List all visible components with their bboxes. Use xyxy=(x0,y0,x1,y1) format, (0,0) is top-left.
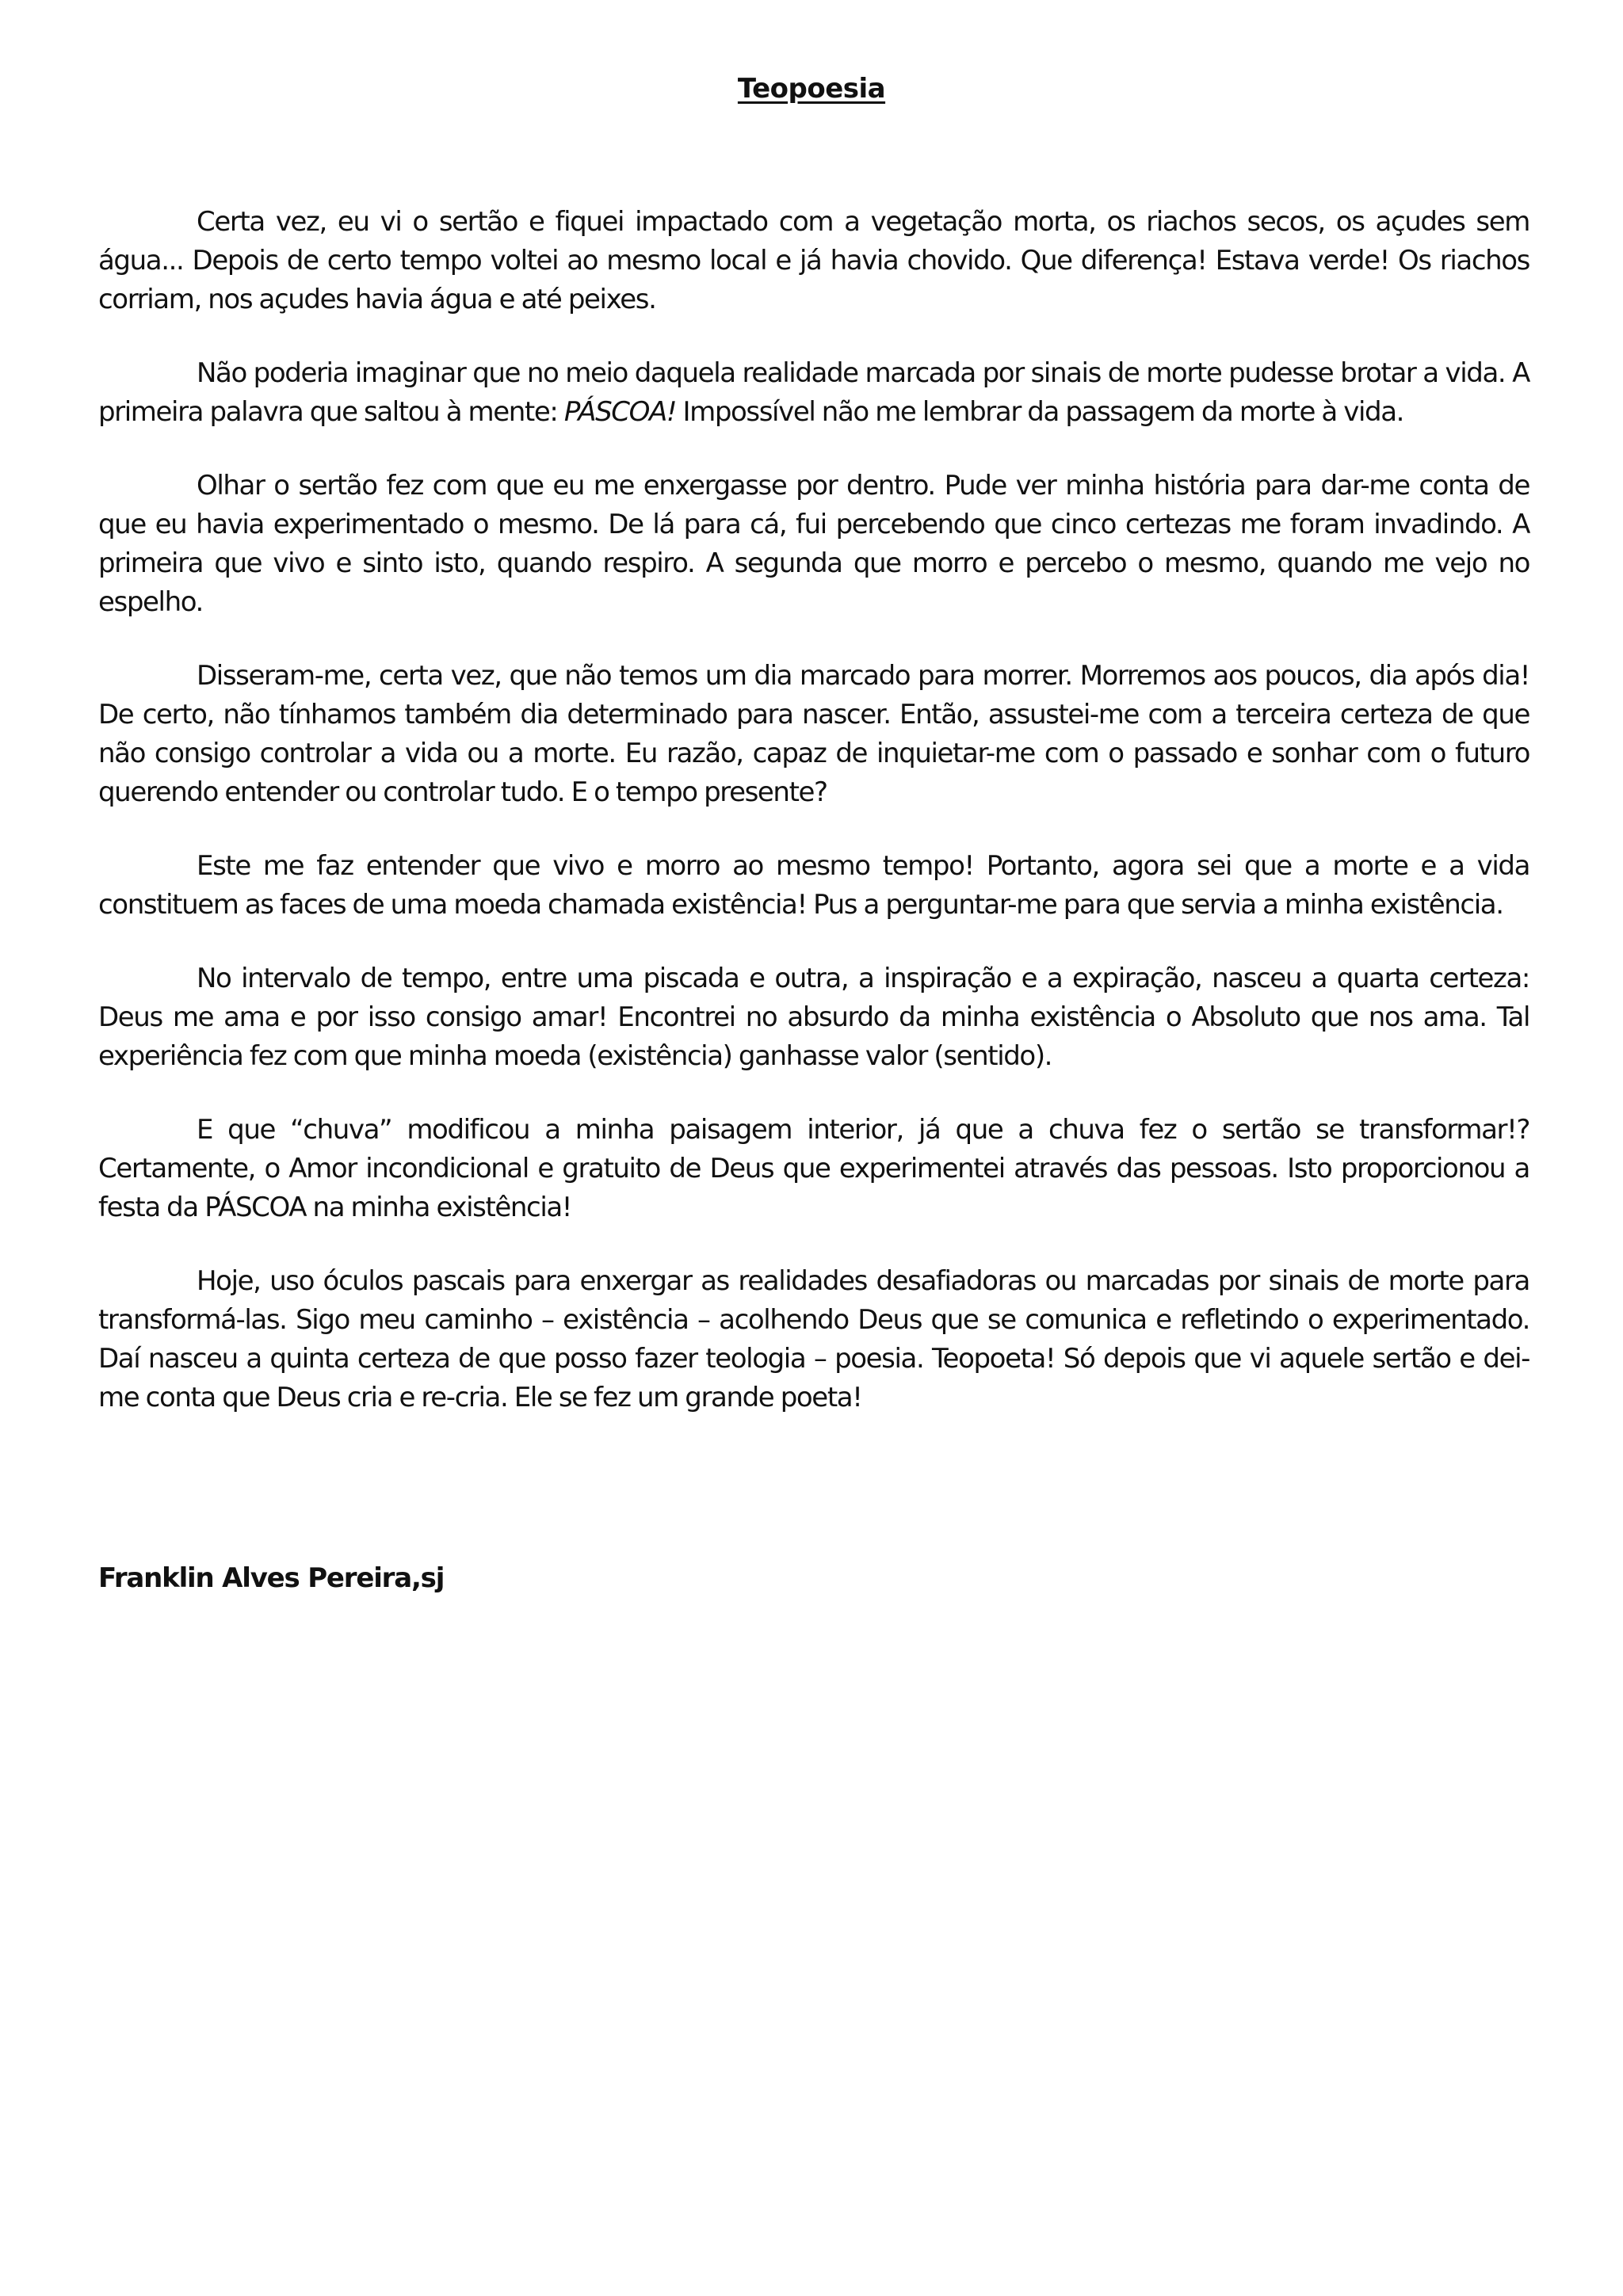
paragraph-2 xyxy=(98,354,1529,432)
paragraph-8: Hoje, uso óculos pascais para enxergar as realidades desafiadoras ou marcadas por sinais de morte para transformá-las. Sigo meu caminho – existência – acolhendo Deus que se comunica e refletindo o experimentado. Daí nasceu a quinta certeza de que posso fazer teologia – poesia. Teopoeta! Só depois que vi aquele sertão e dei-me conta que Deus cria e re-cria. Ele se fez um grande poeta! xyxy=(98,1265,1529,1413)
paragraph-2-emphasis: PÁSCOA! xyxy=(563,396,677,428)
author-signature: Franklin Alves Pereira,sj xyxy=(98,1562,445,1594)
paragraph-4: Disseram-me, certa vez, que não temos um dia marcado para morrer. Morremos aos poucos, dia após dia! De certo, não tínhamos também dia determinado para nascer. Então, assustei-me com a terceira certeza de que não consigo controlar a vida ou a morte. Eu razão, capaz de inquietar-me com o passado e sonhar com o futuro querendo entender ou controlar tudo. E o tempo presente? xyxy=(98,660,1529,808)
document-title: Teopoesia xyxy=(737,73,886,105)
paragraph-2-text-end: Impossível não me lembrar da passagem da morte à vida. xyxy=(676,396,1404,428)
paragraph-7: E que “chuva” modificou a minha paisagem interior, já que a chuva fez o sertão se transformar!? Certamente, o Amor incondicional e gratuito de Deus que experimentei através das pessoas. Isto proporcionou a festa da PÁSCOA na minha existência! xyxy=(98,1114,1529,1223)
document-body xyxy=(98,203,1529,1452)
paragraph-5: Este me faz entender que vivo e morro ao mesmo tempo! Portanto, agora sei que a morte e a vida constituem as faces de uma moeda chamada existência! Pus a perguntar-me para que servia a minha existência. xyxy=(98,850,1529,921)
paragraph-3: Olhar o sertão fez com que eu me enxergasse por dentro. Pude ver minha história para dar-me conta de que eu havia experimentado o mesmo. De lá para cá, fui percebendo que cinco certezas me foram invadindo. A primeira que vivo e sinto isto, quando respiro. A segunda que morro e percebo o mesmo, quando me vejo no espelho. xyxy=(98,470,1529,618)
paragraph-1: Certa vez, eu vi o sertão e fiquei impactado com a vegetação morta, os riachos secos, os açudes sem água... Depois de certo tempo voltei ao mesmo local e já havia chovido. Que diferença! Estava verde! Os riachos corriam, nos açudes havia água e até peixes. xyxy=(98,206,1529,315)
paragraph-2-text-start: Não poderia imaginar que no meio daquela realidade marcada por sinais de morte pudesse brotar a vida. A primeira palavra que saltou à mente: xyxy=(98,357,1529,428)
paragraph-6: No intervalo de tempo, entre uma piscada e outra, a inspiração e a expiração, nasceu a quarta certeza: Deus me ama e por isso consigo amar! Encontrei no absurdo da minha existência o Absoluto que nos ama. Tal experiência fez com que minha moeda (existência) ganhasse valor (sentido). xyxy=(98,963,1529,1072)
